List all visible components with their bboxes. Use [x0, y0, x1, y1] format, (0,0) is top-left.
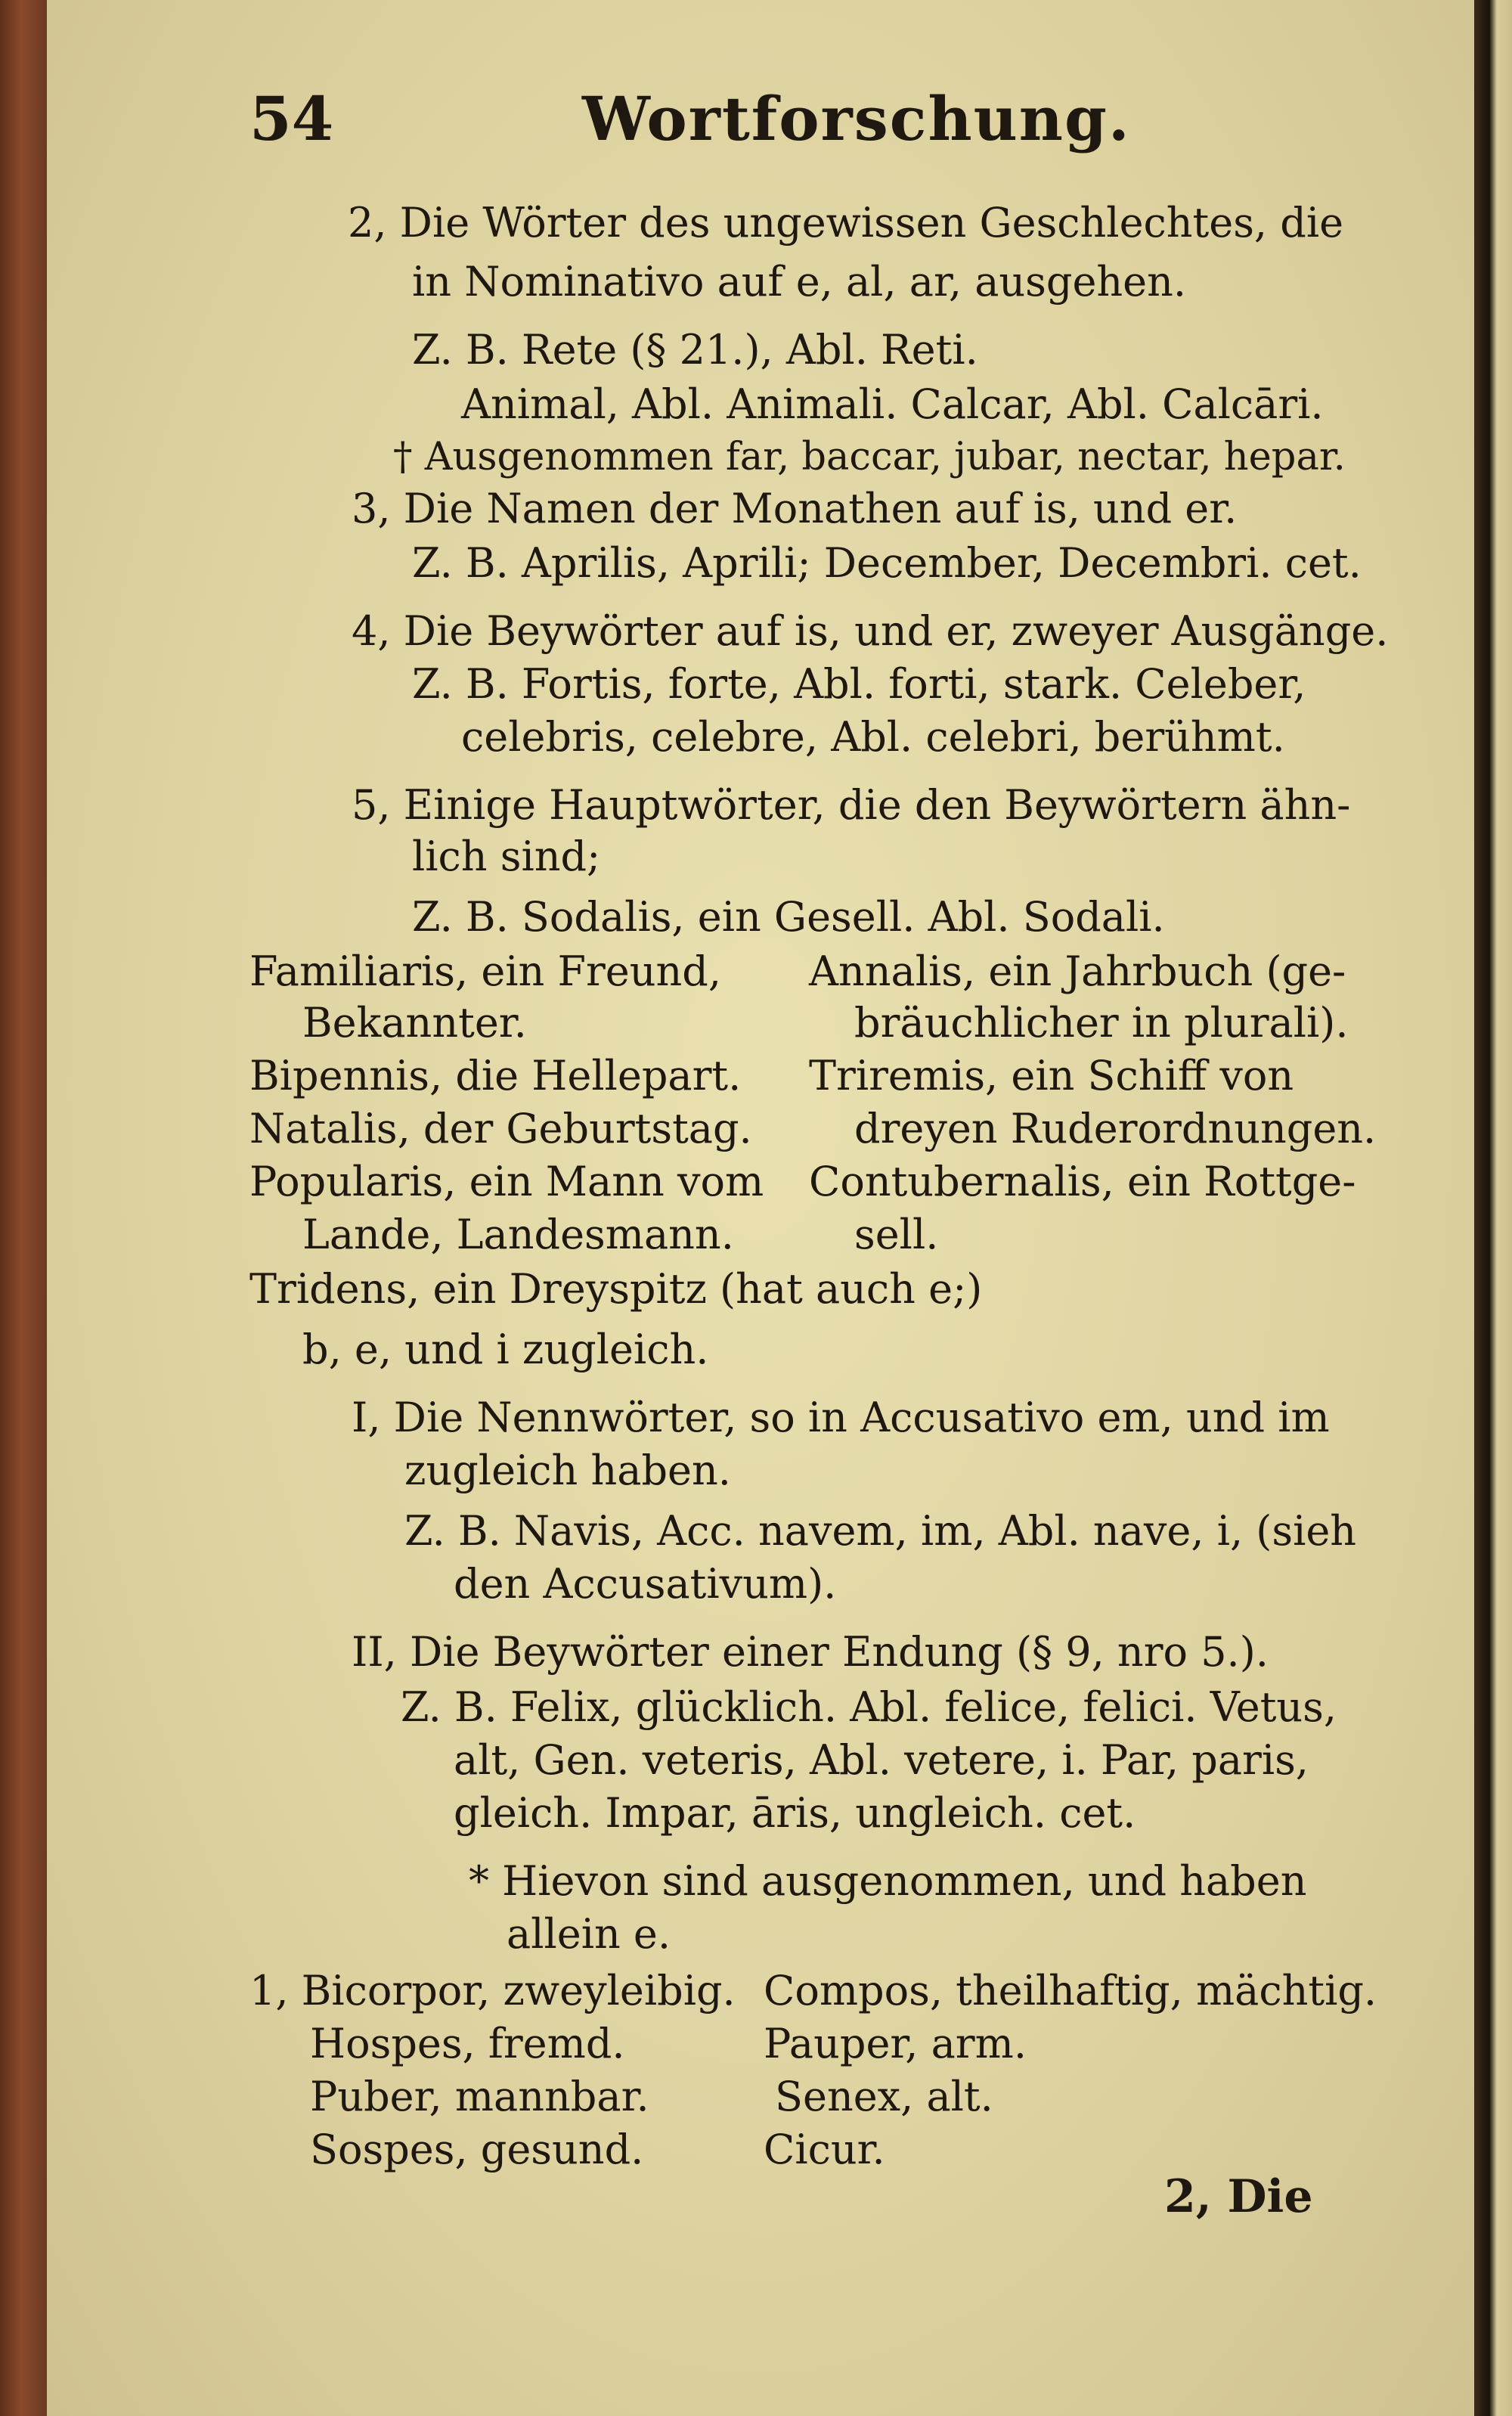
text-line: celebris, celebre, Abl. celebri, berühmt. [461, 713, 1285, 761]
right-column-line: Triremis, ein Schiff von [809, 1052, 1294, 1099]
section-heading: b, e, und i zugleich. [302, 1326, 709, 1373]
text-line: Z. B. Rete (§ 21.), Abl. Reti. [412, 326, 978, 374]
page-number: 54 [249, 83, 334, 154]
text-line: in Nominativo auf e, al, ar, ausgehen. [412, 258, 1187, 305]
text-line: 2, Die Wörter des ungewissen Geschlechtes, die [348, 199, 1344, 247]
right-column-line: dreyen Ruderordnungen. [854, 1105, 1377, 1152]
left-column-line: 1, Bicorpor, zweyleibig. [249, 1967, 736, 2014]
text-line: Z. B. Fortis, forte, Abl. forti, stark. Celeber, [412, 660, 1306, 708]
right-column-line: Annalis, ein Jahrbuch (ge- [809, 947, 1346, 995]
text-line: den Accusativum). [454, 1560, 837, 1608]
text-line: Z. B. Aprilis, Aprili; December, Decembri. cet. [412, 539, 1362, 587]
right-column-line: Compos, theilhaftig, mächtig. [764, 1967, 1377, 2014]
left-column-line: Puber, mannbar. [310, 2073, 649, 2120]
left-column-line: Natalis, der Geburtstag. [249, 1105, 752, 1152]
text-line: zugleich haben. [404, 1447, 731, 1494]
text-line: gleich. Impar, āris, ungleich. cet. [454, 1789, 1136, 1837]
text-line: allein e. [507, 1910, 671, 1958]
left-column-line: Hospes, fremd. [310, 2020, 625, 2067]
right-column-line: bräuchlicher in plurali). [854, 999, 1349, 1047]
left-column-line: Lande, Landesmann. [302, 1211, 734, 1258]
text-line: alt, Gen. veteris, Abl. vetere, i. Par, paris, [454, 1736, 1309, 1784]
right-column-line: Pauper, arm. [764, 2020, 1027, 2067]
book-spine [0, 0, 47, 2416]
text-line: † Ausgenommen far, baccar, jubar, nectar, hepar. [393, 435, 1346, 479]
right-column-line: sell. [854, 1211, 939, 1258]
text-line: * Hievon sind ausgenommen, und haben [469, 1857, 1307, 1905]
text-line: 4, Die Beywörter auf is, und er, zweyer Ausgänge. [352, 607, 1389, 655]
right-column-line: Cicur. [764, 2126, 885, 2173]
left-column-line: Sospes, gesund. [310, 2126, 644, 2173]
text-line: Z. B. Sodalis, ein Gesell. Abl. Sodali. [412, 893, 1165, 941]
catchword: 2, Die [1164, 2170, 1313, 2223]
text-line: Z. B. Navis, Acc. navem, im, Abl. nave, i, (sieh [404, 1507, 1357, 1555]
text-line: 3, Die Namen der Monathen auf is, und er. [352, 485, 1238, 532]
text-line: Tridens, ein Dreyspitz (hat auch e;) [249, 1265, 983, 1313]
right-column-line: Senex, alt. [775, 2073, 993, 2120]
running-title: Wortforschung. [582, 83, 1131, 154]
right-column-line: Contubernalis, ein Rottge- [809, 1158, 1356, 1205]
left-column-line: Bekannter. [302, 999, 527, 1047]
text-line: II, Die Beywörter einer Endung (§ 9, nro 5.). [352, 1628, 1269, 1676]
text-line: Animal, Abl. Animali. Calcar, Abl. Calcāri. [461, 380, 1324, 428]
text-line: 5, Einige Hauptwörter, die den Beywörtern ähn- [352, 781, 1351, 829]
left-column-line: Familiaris, ein Freund, [249, 947, 722, 995]
left-column-line: Popularis, ein Mann vom [249, 1158, 764, 1205]
text-line: Z. B. Felix, glücklich. Abl. felice, felici. Vetus, [401, 1683, 1337, 1731]
text-line: I, Die Nennwörter, so in Accusativo em, und im [352, 1394, 1330, 1441]
left-column-line: Bipennis, die Hellepart. [249, 1052, 742, 1099]
page-edge [1474, 0, 1512, 2416]
text-line: lich sind; [412, 833, 601, 880]
